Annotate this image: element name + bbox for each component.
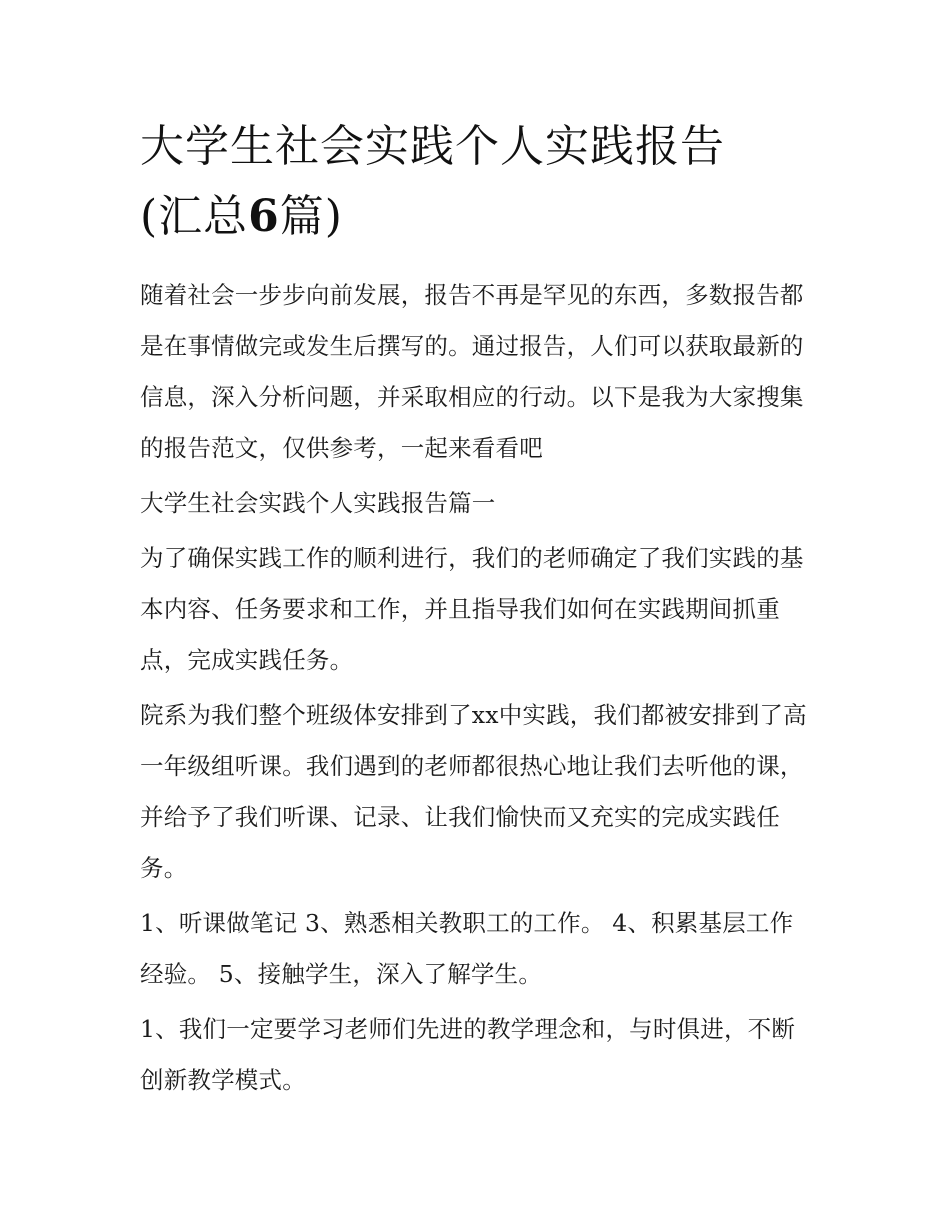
title-line-2 [140,182,812,252]
title-line-1: 大学生社会实践个人实践报告 [140,121,725,172]
body-paragraph: 1、我们一定要学习老师们先进的教学理念和，与时俱进，不断创新教学模式。 [140,1015,796,1094]
body-paragraph: 1、听课做笔记 3、熟悉相关教职工的工作。 4、积累基层工作经验。 5、接触学生，深入了解学生。 [140,909,794,988]
document-body [140,270,812,1106]
section-heading: 大学生社会实践个人实践报告篇一 [140,489,496,517]
document-title [140,112,812,252]
title-number: 6 [248,191,280,242]
title-open: (汇总 [140,191,249,242]
intro-paragraph: 随着社会一步步向前发展，报告不再是罕见的东西，多数报告都是在事情做完或发生后撰写的。通过报告，人们可以获取最新的信息，深入分析问题，并采取相应的行动。以下是我为大家搜集的报告范文，仅供参考，一起来看看吧 [140,281,804,462]
document-content [140,112,812,1106]
body-paragraph: 院系为我们整个班级体安排到了xx中实践，我们都被安排到了高一年级组听课。我们遇到的老师都很热心地让我们去听他的课，并给予了我们听课、记录、让我们愉快而又充实的完成实践任务。 [140,701,807,882]
body-paragraph: 为了确保实践工作的顺利进行，我们的老师确定了我们实践的基本内容、任务要求和工作，并且指导我们如何在实践期间抓重点，完成实践任务。 [140,544,804,674]
title-close: 篇) [279,191,343,242]
